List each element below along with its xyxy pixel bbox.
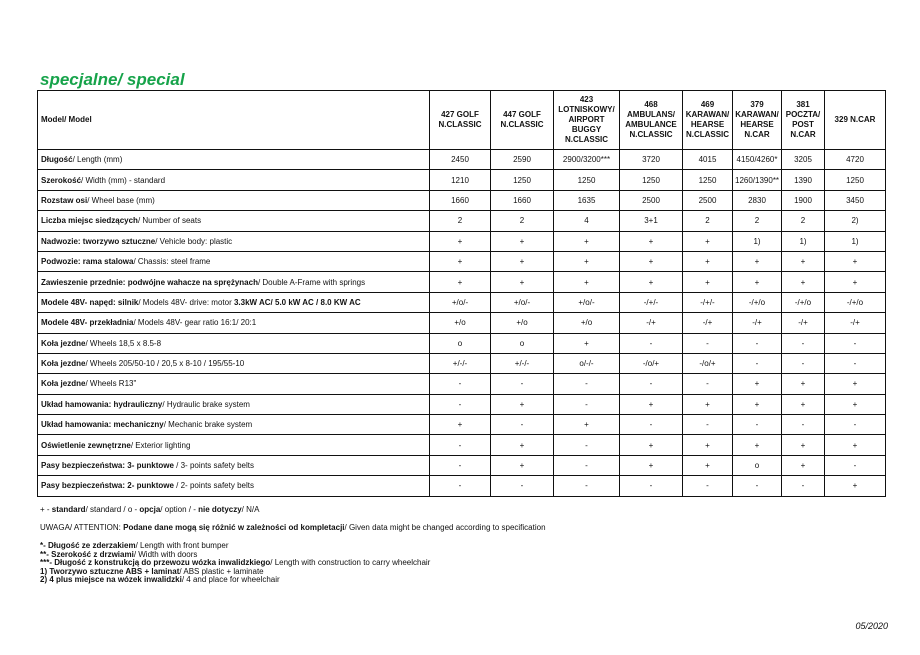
table-row <box>38 476 886 496</box>
table-cell: - <box>825 415 886 435</box>
table-body <box>38 150 886 497</box>
table-cell: 2590 <box>491 150 554 170</box>
table-cell: 2 <box>491 211 554 231</box>
table-cell: -/+ <box>620 313 683 333</box>
table-cell: -/o/+ <box>620 353 683 373</box>
table-cell: -/+/o <box>733 292 782 312</box>
table-row <box>38 333 886 353</box>
table-cell: +/o/- <box>554 292 620 312</box>
table-cell: 2 <box>782 211 825 231</box>
table-cell: 1250 <box>491 170 554 190</box>
table-cell: - <box>683 415 733 435</box>
table-cell: o/-/- <box>554 353 620 373</box>
table-cell: - <box>554 435 620 455</box>
table-cell: 1) <box>782 231 825 251</box>
table-cell: + <box>683 251 733 271</box>
row-label: Modele 48V- napęd: silnik/ Models 48V- drive: motor 3.3kW AC/ 5.0 kW AC / 8.0 KW AC <box>38 292 430 312</box>
table-cell: + <box>430 231 491 251</box>
table-cell: +/-/- <box>491 353 554 373</box>
table-cell: + <box>782 435 825 455</box>
table-cell: + <box>491 251 554 271</box>
table-cell: - <box>554 476 620 496</box>
table-cell: + <box>430 272 491 292</box>
table-cell: - <box>683 374 733 394</box>
table-cell: - <box>430 435 491 455</box>
table-cell: - <box>430 455 491 475</box>
row-label: Pasy bezpieczeństwa: 3- punktowe / 3- points safety belts <box>38 455 430 475</box>
table-cell: + <box>782 251 825 271</box>
table-row <box>38 150 886 170</box>
table-cell: 1260/1390** <box>733 170 782 190</box>
table-cell: + <box>430 251 491 271</box>
table-cell: + <box>620 435 683 455</box>
table-cell: 1900 <box>782 190 825 210</box>
row-label: Zawieszenie przednie: podwójne wahacze na sprężynach/ Double A-Frame with springs <box>38 272 430 292</box>
table-cell: - <box>782 415 825 435</box>
footnote: 1) Tworzywo sztuczne ABS + laminat/ ABS plastic + laminate <box>40 566 264 576</box>
table-cell: 4720 <box>825 150 886 170</box>
table-cell: 2450 <box>430 150 491 170</box>
table-cell: 1) <box>825 231 886 251</box>
table-cell: + <box>620 231 683 251</box>
table-cell: + <box>491 394 554 414</box>
table-cell: o <box>430 333 491 353</box>
table-row <box>38 190 886 210</box>
table-header-row <box>38 91 886 150</box>
table-cell: + <box>620 455 683 475</box>
table-cell: - <box>782 353 825 373</box>
table-cell: 1250 <box>683 170 733 190</box>
table-cell: + <box>825 251 886 271</box>
table-row <box>38 374 886 394</box>
table-cell: - <box>782 476 825 496</box>
table-cell: 1250 <box>554 170 620 190</box>
table-cell: o <box>491 333 554 353</box>
table-cell: + <box>825 435 886 455</box>
table-cell: 1) <box>733 231 782 251</box>
table-cell: 1250 <box>825 170 886 190</box>
header-col: 468 AMBULANS/ AMBULANCE N.CLASSIC <box>620 91 683 150</box>
table-cell: + <box>554 415 620 435</box>
header-col: 381 POCZTA/ POST N.CAR <box>782 91 825 150</box>
row-label: Układ hamowania: mechaniczny/ Mechanic brake system <box>38 415 430 435</box>
table-row <box>38 170 886 190</box>
table-cell: + <box>825 374 886 394</box>
table-cell: 4 <box>554 211 620 231</box>
table-cell: + <box>782 394 825 414</box>
table-cell: + <box>782 455 825 475</box>
table-row <box>38 415 886 435</box>
table-cell: + <box>554 272 620 292</box>
table-cell: - <box>620 333 683 353</box>
header-col: 379 KARAWAN/ HEARSE N.CAR <box>733 91 782 150</box>
table-cell: + <box>683 435 733 455</box>
table-row <box>38 292 886 312</box>
table-cell: -/+ <box>733 313 782 333</box>
table-cell: - <box>554 394 620 414</box>
table-cell: -/+ <box>825 313 886 333</box>
table-cell: 4150/4260* <box>733 150 782 170</box>
table-cell: - <box>491 374 554 394</box>
row-label: Szerokość/ Width (mm) - standard <box>38 170 430 190</box>
table-cell: 1250 <box>620 170 683 190</box>
table-cell: 2 <box>683 211 733 231</box>
table-cell: -/o/+ <box>683 353 733 373</box>
table-cell: 3720 <box>620 150 683 170</box>
table-cell: 2) <box>825 211 886 231</box>
table-cell: - <box>683 476 733 496</box>
table-cell: + <box>491 455 554 475</box>
table-cell: +/-/- <box>430 353 491 373</box>
table-cell: -/+ <box>782 313 825 333</box>
table-cell: 2830 <box>733 190 782 210</box>
table-cell: 2 <box>733 211 782 231</box>
table-cell: +/o <box>430 313 491 333</box>
table-cell: - <box>554 455 620 475</box>
table-cell: - <box>554 374 620 394</box>
table-cell: 1390 <box>782 170 825 190</box>
row-label: Podwozie: rama stalowa/ Chassis: steel frame <box>38 251 430 271</box>
table-cell: + <box>491 435 554 455</box>
table-cell: - <box>491 415 554 435</box>
spec-table <box>37 90 886 497</box>
table-cell: +/o <box>554 313 620 333</box>
row-label: Układ hamowania: hydrauliczny/ Hydraulic brake system <box>38 394 430 414</box>
row-label: Oświetlenie zewnętrzne/ Exterior lighting <box>38 435 430 455</box>
header-col: 447 GOLF N.CLASSIC <box>491 91 554 150</box>
row-label: Modele 48V- przekładnia/ Models 48V- gear ratio 16:1/ 20:1 <box>38 313 430 333</box>
table-cell: + <box>620 394 683 414</box>
table-cell: -/+/o <box>782 292 825 312</box>
footnote: *- Długość ze zderzakiem/ Length with front bumper <box>40 541 229 550</box>
table-cell: - <box>825 333 886 353</box>
header-col: 329 N.CAR <box>825 91 886 150</box>
table-cell: - <box>733 476 782 496</box>
table-cell: + <box>683 231 733 251</box>
table-cell: 1210 <box>430 170 491 190</box>
header-model: Model/ Model <box>38 91 430 150</box>
table-cell: + <box>430 415 491 435</box>
row-label: Nadwozie: tworzywo sztuczne/ Vehicle body: plastic <box>38 231 430 251</box>
table-cell: - <box>733 353 782 373</box>
table-cell: 3205 <box>782 150 825 170</box>
row-label: Koła jezdne/ Wheels R13" <box>38 374 430 394</box>
table-cell: - <box>491 476 554 496</box>
table-cell: + <box>554 333 620 353</box>
row-label: Koła jezdne/ Wheels 205/50-10 / 20,5 x 8-10 / 195/55-10 <box>38 353 430 373</box>
table-row <box>38 353 886 373</box>
table-row <box>38 394 886 414</box>
footnote: 2) 4 plus miejsce na wózek inwalidzki/ 4 and place for wheelchair <box>40 575 280 584</box>
table-cell: - <box>683 333 733 353</box>
table-cell: + <box>733 435 782 455</box>
row-label: Pasy bezpieczeństwa: 2- punktowe / 2- points safety belts <box>38 476 430 496</box>
table-cell: -/+/o <box>825 292 886 312</box>
table-cell: 2 <box>430 211 491 231</box>
table-cell: + <box>683 455 733 475</box>
table-cell: + <box>733 374 782 394</box>
attention-note: UWAGA/ ATTENTION: Podane dane mogą się różnić w zależności od kompletacji/ Given data might be changed according to specification <box>40 523 546 532</box>
table-cell: - <box>430 394 491 414</box>
table-row <box>38 231 886 251</box>
table-cell: - <box>430 476 491 496</box>
table-row <box>38 211 886 231</box>
table-cell: + <box>620 251 683 271</box>
table-row <box>38 272 886 292</box>
table-cell: + <box>733 272 782 292</box>
table-cell: - <box>782 333 825 353</box>
table-cell: + <box>491 272 554 292</box>
table-cell: - <box>620 476 683 496</box>
header-col: 423 LOTNISKOWY/ AIRPORT BUGGY N.CLASSIC <box>554 91 620 150</box>
table-cell: +/o/- <box>430 292 491 312</box>
table-cell: - <box>620 415 683 435</box>
table-row <box>38 313 886 333</box>
table-cell: o <box>733 455 782 475</box>
table-cell: - <box>825 353 886 373</box>
table-cell: -/+ <box>683 313 733 333</box>
table-cell: -/+/- <box>620 292 683 312</box>
table-cell: + <box>825 476 886 496</box>
row-label: Liczba miejsc siedzących/ Number of seats <box>38 211 430 231</box>
table-row <box>38 251 886 271</box>
table-cell: 2500 <box>620 190 683 210</box>
table-cell: + <box>491 231 554 251</box>
table-cell: + <box>825 394 886 414</box>
table-cell: 1635 <box>554 190 620 210</box>
table-cell: - <box>825 455 886 475</box>
table-cell: + <box>733 251 782 271</box>
table-cell: - <box>430 374 491 394</box>
table-cell: + <box>683 394 733 414</box>
footnote: **- Szerokość z drzwiami/ Width with doors <box>40 549 198 559</box>
table-cell: +/o <box>491 313 554 333</box>
table-cell: 4015 <box>683 150 733 170</box>
date-label: 05/2020 <box>855 621 888 631</box>
table-row <box>38 435 886 455</box>
table-cell: + <box>683 272 733 292</box>
table-cell: + <box>782 374 825 394</box>
header-col: 427 GOLF N.CLASSIC <box>430 91 491 150</box>
footnote: ***- Długość z konstrukcją do przewozu wózka inwalidzkiego/ Length with construction to carry wheelchair <box>40 558 431 567</box>
table-cell: 1660 <box>430 190 491 210</box>
table-cell: 2500 <box>683 190 733 210</box>
table-cell: - <box>620 374 683 394</box>
table-row <box>38 455 886 475</box>
row-label: Długość/ Length (mm) <box>38 150 430 170</box>
table-cell: - <box>733 415 782 435</box>
legend: + - standard/ standard / o - opcja/ option / - nie dotyczy/ N/A <box>40 505 260 514</box>
table-cell: + <box>554 251 620 271</box>
row-label: Koła jezdne/ Wheels 18,5 x 8.5-8 <box>38 333 430 353</box>
table-cell: 2900/3200*** <box>554 150 620 170</box>
header-col: 469 KARAWAN/ HEARSE N.CLASSIC <box>683 91 733 150</box>
table-cell: + <box>554 231 620 251</box>
table-cell: + <box>825 272 886 292</box>
table-cell: + <box>620 272 683 292</box>
table-cell: + <box>733 394 782 414</box>
table-cell: 1660 <box>491 190 554 210</box>
section-title: specjalne/ special <box>40 70 185 89</box>
row-label: Rozstaw osi/ Wheel base (mm) <box>38 190 430 210</box>
table-cell: + <box>782 272 825 292</box>
table-cell: 3+1 <box>620 211 683 231</box>
table-cell: -/+/- <box>683 292 733 312</box>
table-cell: - <box>733 333 782 353</box>
table-cell: +/o/- <box>491 292 554 312</box>
table-cell: 3450 <box>825 190 886 210</box>
